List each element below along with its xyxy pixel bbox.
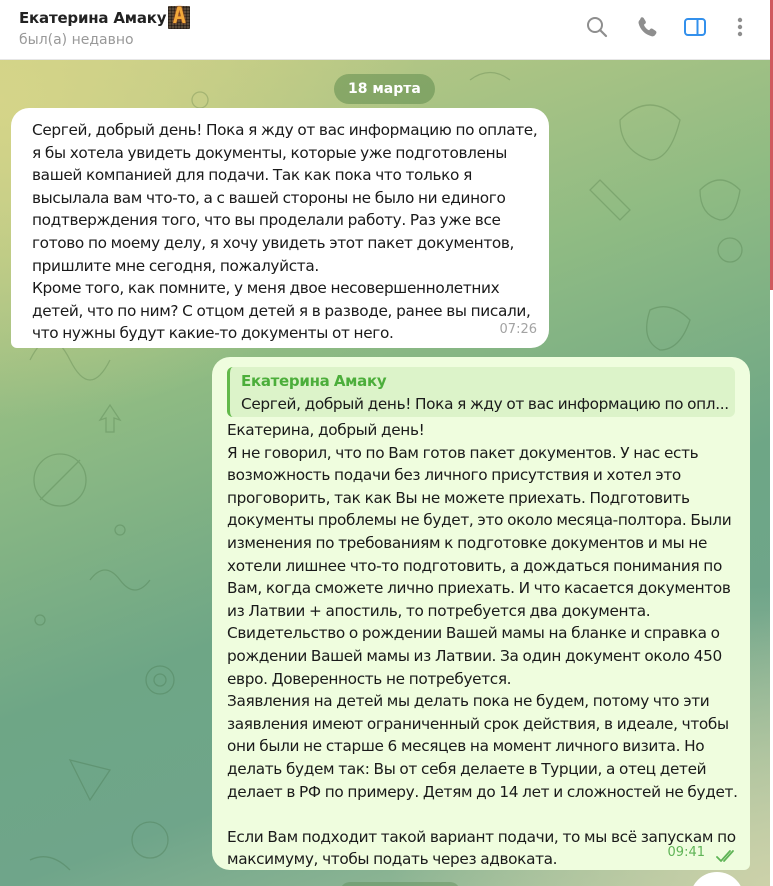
message-text: Сергей, добрый день! Пока я жду от вас информацию по оплате, я бы хотела увидеть документы, которые уже подготовлены вашей компанией для подачи. Так как пока что только я высылала вам что-то, а с вашей стороны не было ни единого подтверждения того, что вы проделали работу. Раз уже все готово по моему делу, я хочу увидеть этот пакет документов, пришлите мне сегодня, пожалуйста. Кроме того, как помните, у меня двое несовершеннолетних детей, что по ним? С отцом детей я в разводе, ранее вы писали, что нужны будут какие-то документы от него. [32, 121, 538, 343]
contact-status: был(а) недавно [19, 32, 134, 48]
chat-header [0, 0, 770, 60]
message-text: Екатерина, добрый день! Я не говорил, что по Вам готов пакет документов. У нас есть возможность подачи без личного присутствия и хотел это проговорить, так как Вы не можете приехать. Подготовить документы проблемы не будет, это около месяца-полтора. Были изменения по требованиям к подготовке документов и мы не хотели лишнее что-то подготовить, а дождаться понимания по Вам, когда сможете лично приехать. И что касается документов из Латвии + апостиль, то потребуется два документа. Свидетельство о рождении Вашей мамы на бланке и справка о рождении Вашей мамы из Латвии. За один документ около 450 евро. Доверенность не потребуется. Заявления на детей мы делать пока не будем, потому что эти заявления имеют ограниченный срок действия, в идеале, чтобы они были не старше 6 месяцев на момент личного визита. Но делать будем так: Вы от себя делаете в Турции, а отец детей делает в РФ по примеру. Детям до 14 лет и сложностей не будет. Если Вам подходит такой вариант подачи, то мы всё запускам по максимуму, чтобы подать через адвоката. [227, 421, 738, 869]
sidebar-toggle-icon[interactable] [682, 14, 708, 40]
letter-a-lights-icon [168, 6, 190, 29]
phone-icon[interactable] [635, 14, 661, 40]
date-separator: 18 марта [334, 74, 435, 104]
reply-author: Екатерина Амаку [241, 372, 387, 390]
reply-quote[interactable] [227, 367, 735, 417]
chat-area[interactable] [0, 60, 770, 886]
chat-title[interactable] [19, 6, 190, 29]
floating-date-pill [340, 882, 460, 886]
search-icon[interactable] [584, 14, 610, 40]
incoming-message[interactable] [11, 108, 549, 348]
message-time: 09:41 [667, 845, 705, 861]
contact-name: Екатерина Амаку [19, 8, 167, 27]
reply-preview: Сергей, добрый день! Пока я жду от вас информацию по опл... [241, 395, 729, 413]
more-vertical-icon[interactable] [727, 14, 753, 40]
double-check-icon [716, 849, 738, 863]
message-time: 07:26 [499, 322, 537, 338]
outgoing-message[interactable] [212, 357, 750, 870]
